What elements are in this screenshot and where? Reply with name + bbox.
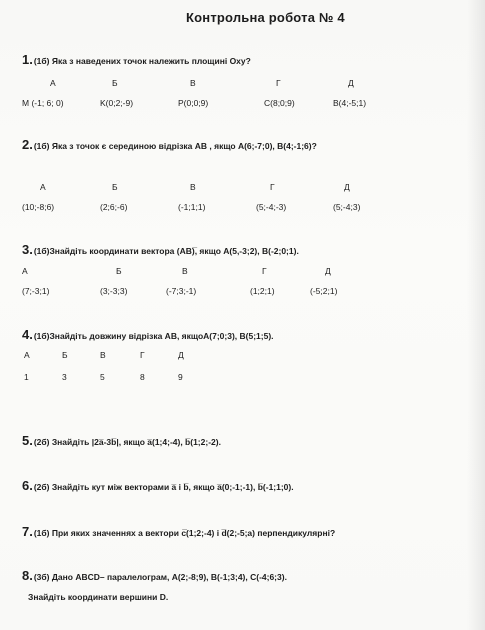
option-letter: А [22, 266, 28, 276]
option-value: P(0;0;9) [178, 98, 209, 108]
question-number: 7. [22, 524, 33, 539]
option-value: (3;-3;3) [100, 286, 128, 296]
question-number: 1. [22, 52, 33, 67]
option-letter: Б [116, 266, 122, 276]
question-text: (1б) При яких значеннях a вектори c̅(1;2;-4) і d̅(2;-5;a) перпендикулярні? [33, 528, 336, 538]
page-title: Контрольна робота № 4 [186, 10, 345, 25]
option-value: (10;-8;6) [22, 202, 55, 212]
question-text: (1б) Яка з точок є серединою відрізка АВ , якщо А(6;-7;0), В(4;-1;6)? [33, 141, 317, 151]
option-value: B(4;-5;1) [333, 98, 367, 108]
option-letter: Д [325, 266, 331, 276]
option-letter: Б [112, 78, 118, 88]
option-letter: Б [62, 350, 68, 360]
option-letter: Д [348, 78, 354, 88]
question-text: (2б) Знайдіть кут між векторами a̅ і b̅, якщо a̅(0;-1;-1), b̅(-1;1;0). [33, 482, 294, 492]
option-letter: Г [140, 350, 145, 360]
option-value: (-5;2;1) [310, 286, 338, 296]
question-number: 3. [22, 242, 33, 257]
option-letter: Д [344, 182, 350, 192]
question-6 [22, 478, 294, 493]
option-value: (5;-4;-3) [256, 202, 287, 212]
question-number: 4. [22, 327, 33, 342]
question-number: 6. [22, 478, 33, 493]
option-letter: А [24, 350, 30, 360]
option-value: M (-1; 6; 0) [22, 98, 64, 108]
option-letter: Б [112, 182, 118, 192]
question-text: (1б)Знайдіть координати вектора (АВ)̅, якщо А(5,-3;2), В(-2;0;1). [33, 246, 299, 256]
question-5 [22, 433, 221, 448]
question-4 [22, 327, 274, 342]
option-value: C(8;0;9) [264, 98, 295, 108]
option-value: (7;-3;1) [22, 286, 50, 296]
question-8-subtext: Знайдіть координати вершини D. [28, 592, 169, 602]
option-value: (1;2;1) [250, 286, 275, 296]
question-number: 5. [22, 433, 33, 448]
option-letter: А [40, 182, 46, 192]
option-letter: В [190, 182, 196, 192]
option-letter: Г [262, 266, 267, 276]
option-letter: Д [178, 350, 184, 360]
question-2 [22, 137, 317, 152]
option-value: 3 [62, 372, 67, 382]
question-8 [22, 568, 287, 583]
option-value: 5 [100, 372, 105, 382]
option-value: (-1;1;1) [178, 202, 206, 212]
question-3 [22, 242, 299, 257]
question-number: 8. [22, 568, 33, 583]
question-text: (3б) Дано ABCD– паралелограм, A(2;-8;9), B(-1;3;4), C(-4;6;3). [33, 572, 287, 582]
option-letter: Г [276, 78, 281, 88]
option-letter: В [182, 266, 188, 276]
question-text: (1б)Знайдіть довжину відрізка АВ, якщоА(7;0;3), В(5;1;5). [33, 331, 274, 341]
question-7 [22, 524, 335, 539]
option-letter: Г [270, 182, 275, 192]
option-value: (2;6;-6) [100, 202, 128, 212]
option-value: (5;-4;3) [333, 202, 361, 212]
option-letter: В [100, 350, 106, 360]
option-value: (-7;3;-1) [166, 286, 197, 296]
option-letter: А [50, 78, 56, 88]
option-value: 1 [24, 372, 29, 382]
question-1 [22, 52, 251, 67]
question-text: (1б) Яка з наведених точок належить площині Oxy? [33, 56, 251, 66]
question-number: 2. [22, 137, 33, 152]
question-text: (2б) Знайдіть |2a̅-3b̅|, якщо a̅(1;4;-4), b̅(1;2;-2). [33, 437, 221, 447]
option-value: K(0;2;-9) [100, 98, 134, 108]
option-letter: В [190, 78, 196, 88]
option-value: 8 [140, 372, 145, 382]
option-value: 9 [178, 372, 183, 382]
